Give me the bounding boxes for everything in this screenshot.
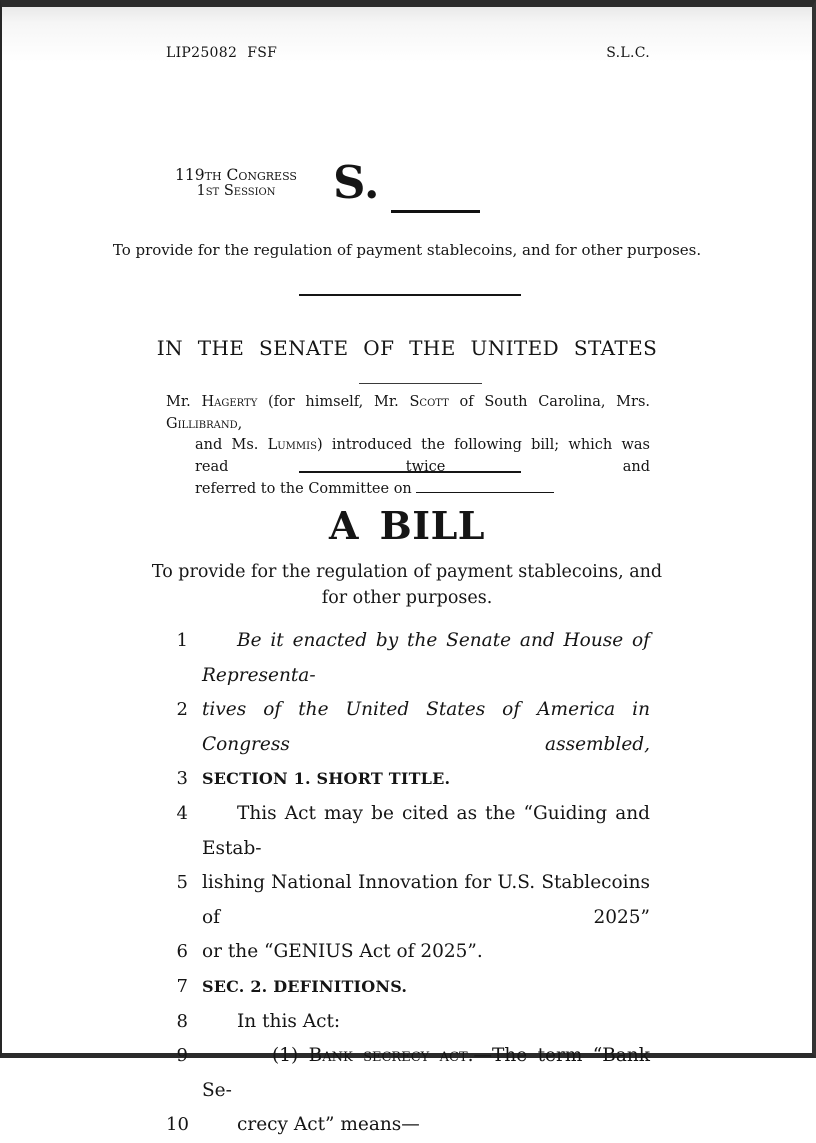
line-number: 8 [176, 1010, 188, 1032]
sponsor-name: Lummis [267, 437, 317, 454]
body-line [166, 866, 650, 935]
enacting-clause: tives of the United States of America in Congress assembled, [202, 699, 650, 755]
body-text: lishing National Innovation for U.S. Stablecoins of 2025” [202, 872, 650, 928]
sponsor-name: Gillibrand [166, 415, 238, 432]
body-line [166, 970, 650, 1005]
line-number: 7 [176, 975, 188, 997]
body-text: This Act may be cited as the “Guiding and Estab- [202, 802, 650, 859]
body-text: or the “GENIUS Act of 2025”. [202, 941, 483, 963]
line-number: 1 [176, 630, 188, 651]
body-text: In this Act: [237, 1010, 341, 1032]
body-line [166, 935, 650, 970]
line-number: 9 [176, 1045, 188, 1067]
congress-number: 119th Congress [175, 166, 297, 184]
sponsor-name: Hagerty [201, 394, 258, 410]
office-code: S.L.C. [606, 45, 650, 61]
sponsor-line-1: Mr. Hagerty (for himself, Mr. Scott of South Carolina, Mrs. Gillibrand, [166, 394, 651, 432]
line-number: 10 [166, 1114, 189, 1136]
body-text: crecy Act” means— [237, 1114, 420, 1136]
bill-heading: A BILL [328, 503, 486, 548]
horizontal-rule [299, 471, 521, 473]
bill-purpose-line-1: To provide for the regulation of payment stablecoins, and [151, 562, 663, 582]
line-number: 5 [176, 872, 188, 894]
body-line [166, 1108, 650, 1143]
page-header [166, 45, 650, 61]
section-heading: SEC. 2. DEFINITIONS. [202, 976, 408, 996]
sponsor-paragraph [166, 392, 650, 501]
body-line [166, 624, 650, 693]
line-number: 6 [176, 941, 188, 963]
congress-session-caption [166, 167, 306, 199]
body-line [166, 693, 650, 762]
chamber-heading: IN THE SENATE OF THE UNITED STATES [156, 336, 658, 360]
body-text: (1) Bank secrecy act.—The term “Bank Se- [202, 1045, 650, 1101]
section-heading: SECTION 1. SHORT TITLE. [202, 769, 451, 789]
body-line [166, 1005, 650, 1040]
body-line [166, 797, 650, 866]
line-number: 3 [176, 768, 188, 790]
sponsor-line-3: referred to the Committee on [195, 479, 650, 501]
line-number: 4 [176, 802, 188, 824]
session-number: 1st Session [196, 183, 276, 199]
bill-purpose-line-2: for other purposes. [321, 587, 493, 608]
doc-type-code: FSF [247, 45, 278, 61]
horizontal-rule [299, 294, 521, 296]
doc-code: LIP25082 [166, 45, 238, 61]
bill-letter: S. [333, 156, 380, 209]
short-rule [359, 383, 482, 384]
sponsor-name: Scott [409, 394, 449, 410]
body-line [166, 762, 650, 797]
defined-term: Bank secrecy act [308, 1045, 468, 1067]
bill-purpose [2, 560, 812, 611]
official-title: To provide for the regulation of payment stablecoins, and for other purposes. [112, 241, 702, 259]
bill-body [166, 624, 650, 1143]
sponsor-line-2: and Ms. Lummis) introduced the following bill; which was read twice and [195, 437, 650, 476]
document-codes [166, 45, 277, 61]
body-line [166, 1039, 650, 1108]
line-number: 2 [176, 699, 188, 721]
committee-blank-line [416, 480, 554, 493]
bill-number-blank-line [391, 210, 480, 213]
enacting-clause: Be it enacted by the Senate and House of Representa- [202, 630, 650, 686]
